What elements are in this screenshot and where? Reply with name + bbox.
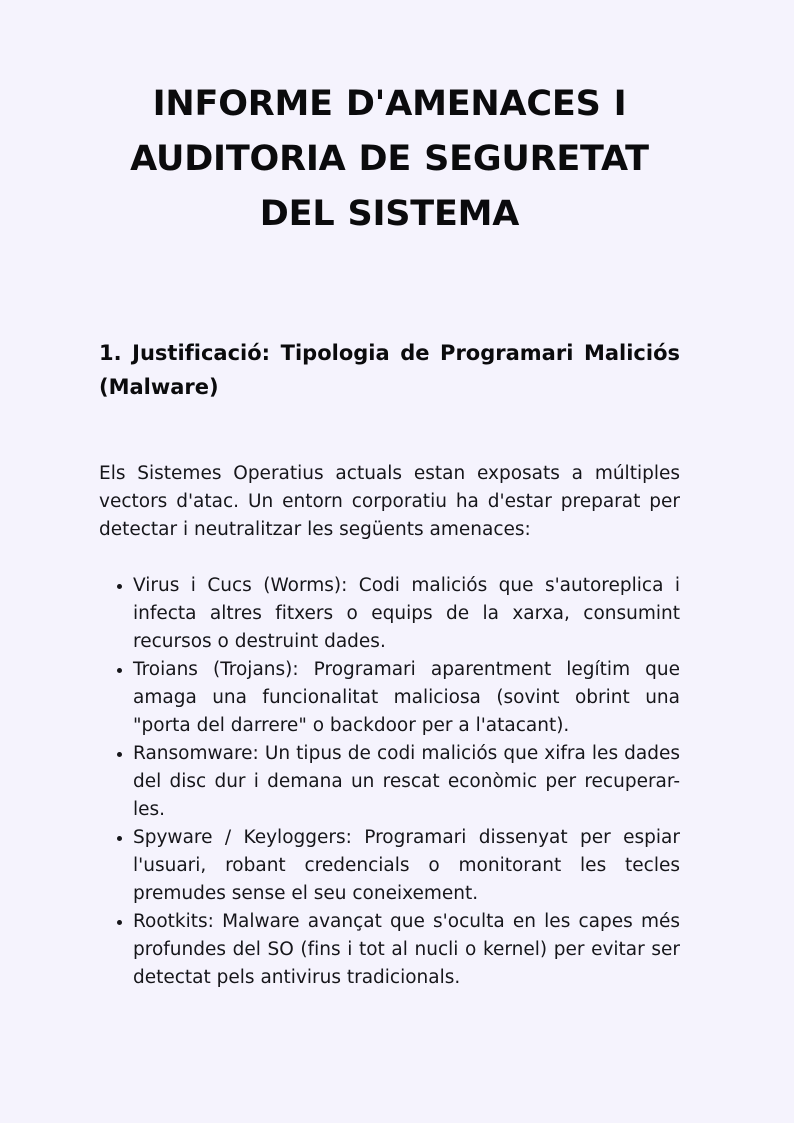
list-item: Ransomware: Un tipus de codi maliciós que xifra les dades del disc dur i demana un rescat econòmic per recuperar-les. [99, 740, 680, 824]
list-item: Virus i Cucs (Worms): Codi maliciós que s'autoreplica i infecta altres fitxers o equips de la xarxa, consumint recursos o destruint dades. [99, 572, 680, 656]
list-item: Rootkits: Malware avançat que s'oculta en les capes més profundes del SO (fins i tot al nucli o kernel) per evitar ser detectat pels antivirus tradicionals. [99, 908, 680, 992]
list-item: Troians (Trojans): Programari aparentment legítim que amaga una funcionalitat maliciosa (sovint obrint una "porta del darrere" o backdoor per a l'atacant). [99, 656, 680, 740]
intro-paragraph: Els Sistemes Operatius actuals estan exposats a múltiples vectors d'atac. Un entorn corporatiu ha d'estar preparat per detectar i neutralitzar les següents amenaces: [99, 463, 680, 540]
document-content [99, 0, 680, 992]
page-title: INFORME D'AMENACES I AUDITORIA DE SEGURETAT DEL SISTEMA [130, 84, 649, 234]
section-heading-malware: 1. Justificació: Tipologia de Programari Maliciós (Malware) [99, 341, 680, 399]
threat-type-list [99, 544, 680, 992]
list-item: Spyware / Keyloggers: Programari dissenyat per espiar l'usuari, robant credencials o monitorant les tecles premudes sense el seu coneixement. [99, 824, 680, 908]
